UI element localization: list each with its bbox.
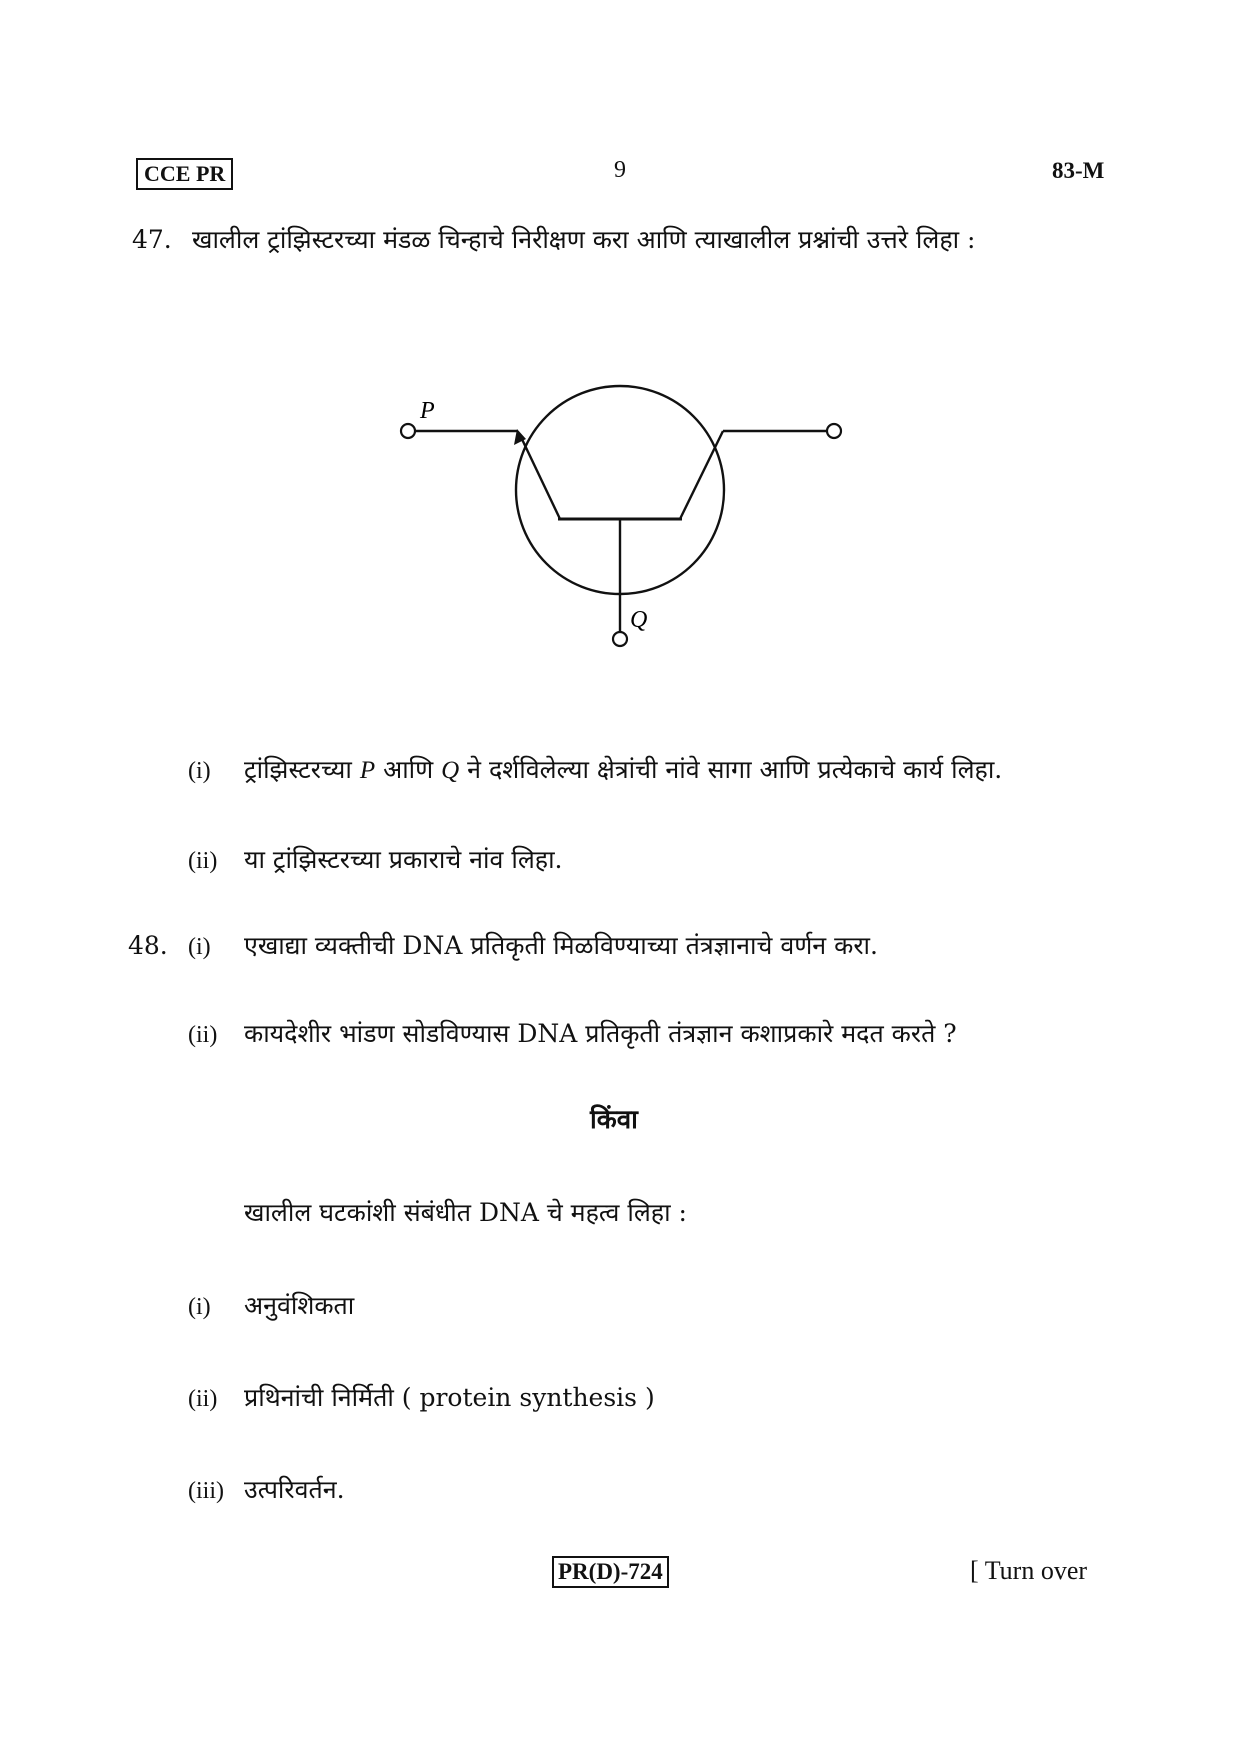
terminal-q — [613, 632, 627, 646]
symbol-q: Q — [441, 757, 460, 784]
transistor-symbol-diagram — [380, 345, 860, 655]
part-text: या ट्रांझिस्टरच्या प्रकाराचे नांव लिहा. — [244, 845, 563, 874]
q48-intro: खालील घटकांशी संबंधीत DNA चे महत्व लिहा : — [244, 1198, 687, 1227]
header-code-box: CCE PR — [136, 158, 233, 190]
page-number: 9 — [614, 157, 626, 183]
q47-part-ii — [188, 842, 563, 876]
q48-part-ii — [188, 1016, 957, 1050]
list-item — [188, 1288, 354, 1322]
item-label: (iii) — [188, 1478, 224, 1504]
emitter-line — [520, 435, 560, 519]
terminal-right — [827, 424, 841, 438]
item-text: प्रथिनांची निर्मिती ( protein synthesis ) — [244, 1383, 655, 1412]
list-item — [188, 1472, 345, 1506]
label-p: P — [420, 398, 435, 424]
question-number: 48. — [128, 931, 168, 960]
part-label: (i) — [188, 758, 211, 784]
paper-code: 83-M — [1052, 158, 1105, 183]
collector-line — [680, 431, 723, 519]
q48-part-i — [128, 928, 878, 962]
part-text: कायदेशीर भांडण सोडविण्यास DNA प्रतिकृती तंत्रज्ञान कशाप्रकारे मदत करते ? — [244, 1019, 957, 1048]
item-text: अनुवंशिकता — [244, 1291, 355, 1320]
item-label: (ii) — [188, 1386, 218, 1412]
list-item — [188, 1380, 655, 1414]
symbol-p: P — [359, 757, 376, 784]
footer-code-box: PR(D)-724 — [552, 1556, 669, 1588]
part-text: एखाद्या व्यक्तीची DNA प्रतिकृती मिळविण्याच्या तंत्रज्ञानाचे वर्णन करा. — [244, 931, 878, 960]
terminal-p — [401, 424, 415, 438]
question-47 — [132, 222, 975, 256]
label-q: Q — [630, 607, 648, 633]
q47-part-i — [188, 752, 1002, 786]
question-number: 47. — [132, 225, 172, 254]
question-text: खालील ट्रांझिस्टरच्या मंडळ चिन्हाचे निरीक्षण करा आणि त्याखालील प्रश्नांची उत्तरे लिहा : — [192, 225, 976, 254]
item-label: (i) — [188, 1294, 211, 1320]
part-text-pre: ट्रांझिस्टरच्या — [244, 755, 352, 784]
part-text-post: ने दर्शविलेल्या क्षेत्रांची नांवे सागा आणि प्रत्येकाचे कार्य लिहा. — [467, 755, 1003, 784]
or-separator: किंवा — [590, 1105, 638, 1135]
turn-over-note: [ Turn over — [970, 1556, 1088, 1585]
part-label: (i) — [188, 934, 211, 960]
part-label: (ii) — [188, 848, 218, 874]
item-text: उत्परिवर्तन. — [244, 1475, 345, 1504]
part-text-mid: आणि — [383, 755, 434, 784]
part-label: (ii) — [188, 1022, 218, 1048]
